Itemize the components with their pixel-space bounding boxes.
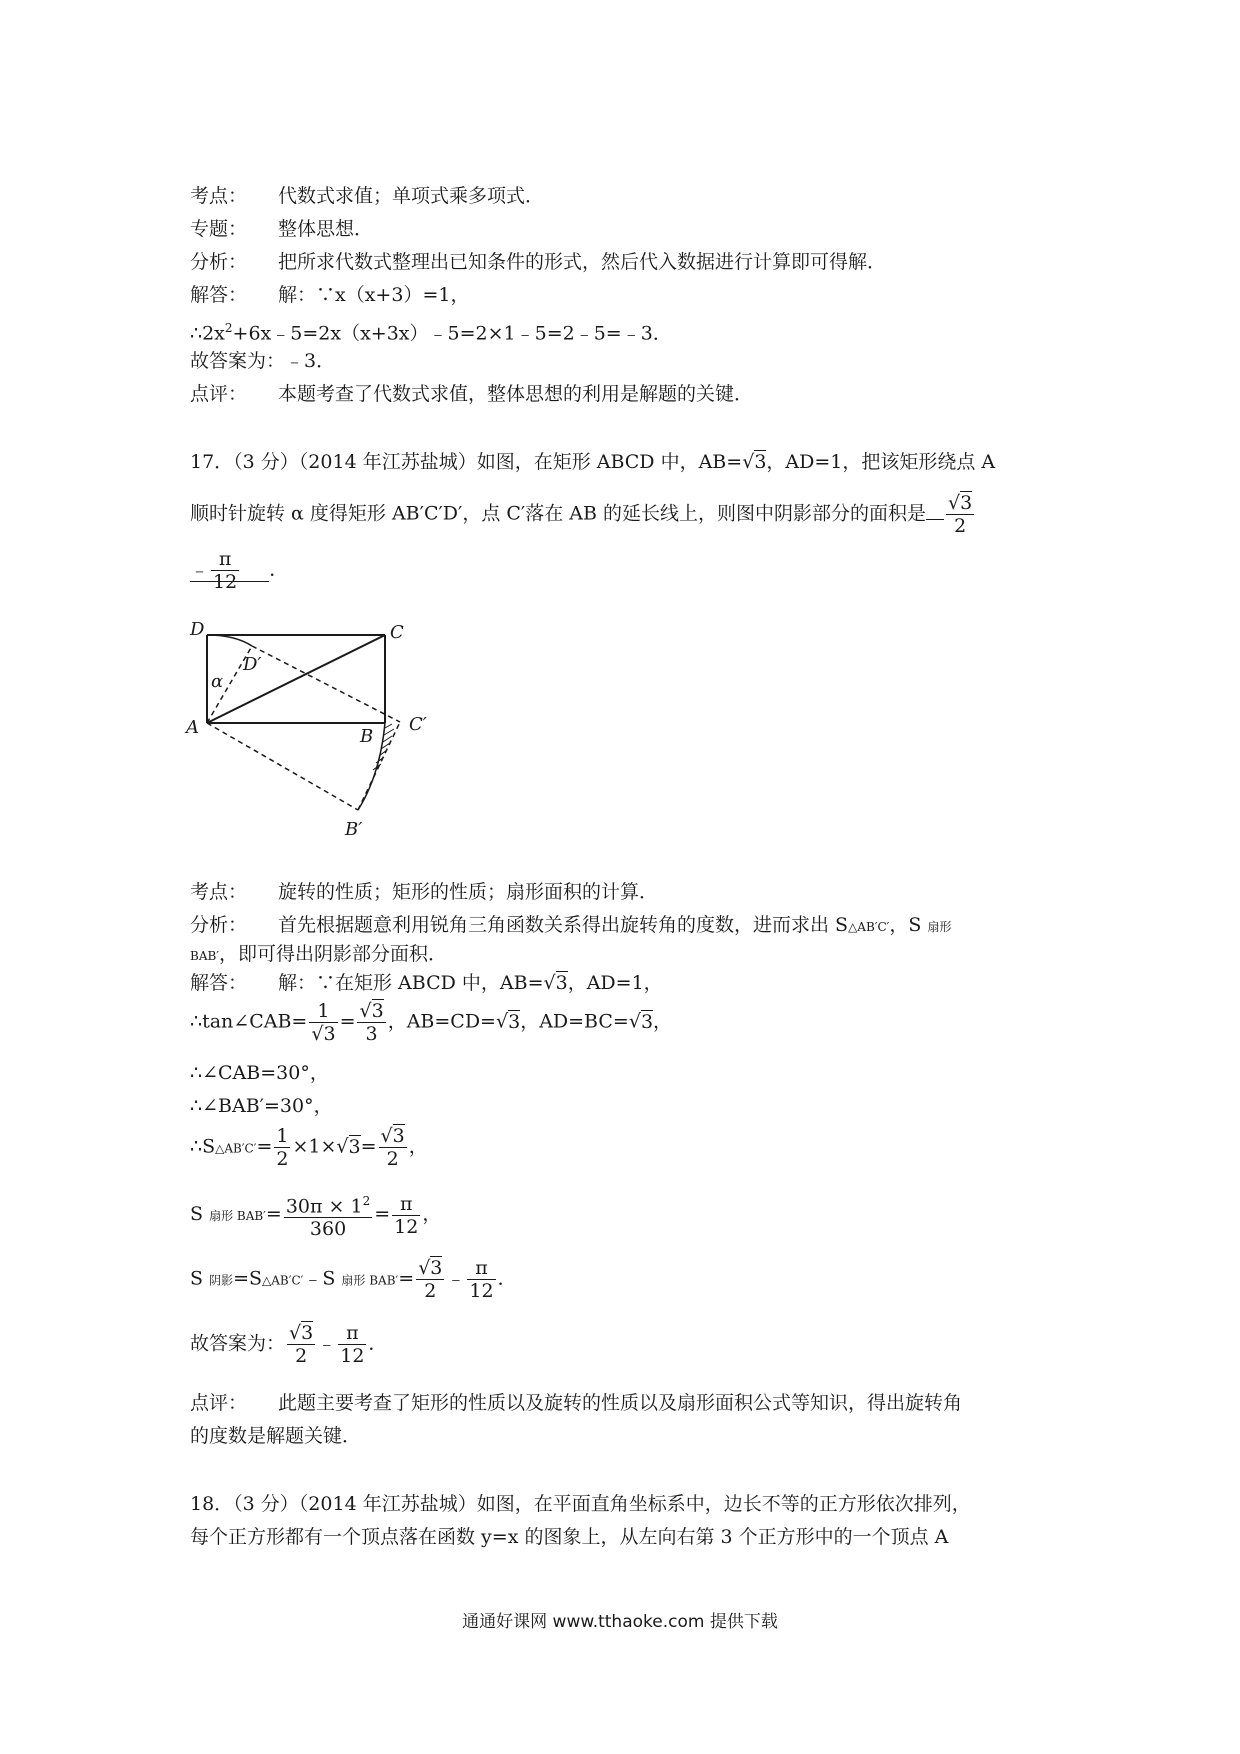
- label: 解答：: [190, 284, 248, 306]
- label: 点评：: [190, 383, 248, 405]
- subscript: 扇形: [927, 920, 952, 934]
- fenxi-16: [190, 248, 886, 276]
- fenxi-17: [190, 911, 951, 941]
- text: ，: [422, 1203, 442, 1226]
- diagonal-ac: [207, 635, 385, 723]
- label-d: D: [190, 619, 205, 640]
- subscript: 扇形 BAB′: [209, 1209, 266, 1224]
- text: S: [190, 1203, 210, 1226]
- arc-dd1: [207, 635, 252, 646]
- subscript: BAB′: [190, 949, 220, 963]
- text: 旋转的性质；矩形的性质；扇形面积的计算．: [278, 881, 659, 903]
- text: ，: [653, 1010, 673, 1033]
- radicand: 3: [348, 1135, 361, 1158]
- dianping-17-cont: 的度数是解题关键．: [190, 1425, 362, 1447]
- label-c-prime: C′: [409, 714, 427, 735]
- triangle-area: ∴S△AB′C′= $\frac{1}{2}$ ×1×√3= $\frac{√3}{2}$ ，: [190, 1125, 428, 1170]
- geometry-figure: [180, 610, 460, 840]
- radicand: 3: [508, 1010, 521, 1033]
- text: =: [374, 1203, 391, 1226]
- q17-line2: [190, 492, 976, 537]
- text: 解：∵x（x+3）=1，: [278, 284, 470, 306]
- text: ∴2x: [190, 322, 225, 345]
- q18-line2: 每个正方形都有一个顶点落在函数 y=x 的图象上，从左向右第 3 个正方形中的一个顶点 A: [190, 1526, 949, 1548]
- period: ．: [269, 558, 289, 581]
- subscript: △AB′C′: [262, 1273, 304, 1288]
- fraction: $\frac{1}{√3}$: [311, 1000, 336, 1045]
- text: S: [190, 1267, 210, 1290]
- label-b: B: [360, 726, 374, 747]
- text: ∴tan∠CAB=: [190, 1010, 308, 1033]
- fraction: $\frac{30\pi \times 1^2}{360}$: [284, 1190, 372, 1240]
- text: 整体思想．: [278, 218, 374, 240]
- zhuanti-16: [190, 215, 373, 243]
- label: 点评：: [190, 1392, 248, 1414]
- text: 首先根据题意利用锐角三角函数关系得出旋转角的度数，进而求出 S: [278, 914, 849, 936]
- fraction: $\frac{\pi}{12}$: [394, 1192, 419, 1238]
- fraction: $\frac{√3}{3}$: [359, 1000, 384, 1045]
- calc-16: [190, 314, 672, 347]
- answer-fraction-2: $\frac{\pi}{12}$: [213, 548, 238, 593]
- tan-line: ∴tan∠CAB= $\frac{1}{√3}$ = $\frac{√3}{3}$ ，AB=CD=√3，AD=BC=√3，: [190, 1000, 673, 1045]
- fraction: $\frac{1}{2}$: [276, 1125, 289, 1170]
- footer-text: 通通好课网 www.tthaoke.com 提供下载: [462, 1612, 778, 1632]
- q17-line3: [190, 548, 288, 593]
- label-a: A: [186, 717, 199, 738]
- shaded-area: [190, 1257, 517, 1302]
- fraction: $\frac{\pi}{12}$: [340, 1322, 365, 1367]
- text: =: [339, 1010, 356, 1033]
- fraction: $\frac{\pi}{12}$: [469, 1257, 494, 1302]
- text: ﹣: [446, 1267, 466, 1290]
- answer-17: [190, 1322, 387, 1367]
- text: ，AB=CD=: [387, 1010, 496, 1033]
- text: +6x﹣5=2x（x+3x）﹣5=2×1﹣5=2﹣5=﹣3．: [232, 322, 672, 345]
- jieda-17: 解答： 解：∵在矩形 ABCD 中，AB=√3，AD=1，: [190, 969, 663, 997]
- label: 专题：: [190, 218, 248, 240]
- text: ﹣S: [303, 1267, 342, 1290]
- text: 17．（3 分）（2014 年江苏盐城）如图，在矩形 ABCD 中，AB=: [190, 451, 743, 473]
- subscript: △AB′C′: [215, 1141, 257, 1156]
- subscript: 扇形 BAB′: [341, 1273, 399, 1288]
- fraction: $\frac{√3}{2}$: [418, 1257, 443, 1302]
- label: 考点：: [190, 185, 248, 207]
- text: 顺时针旋转 α 度得矩形 AB′C′D′，点 C′落在 AB 的延长线上，则图中阴影部分的面积是: [190, 502, 927, 525]
- label-c: C: [390, 622, 404, 643]
- label: 分析：: [190, 914, 248, 936]
- text: 此题主要考查了矩形的性质以及旋转的性质以及扇形面积公式等知识，得出旋转角: [278, 1392, 963, 1414]
- q17-line1: 17．（3 分）（2014 年江苏盐城）如图，在矩形 ABCD 中，AB=√3，AD=1，把该矩形绕点 A: [190, 451, 996, 473]
- text: =: [398, 1267, 415, 1290]
- sector-area: [190, 1190, 441, 1240]
- text: ，AD=1，: [567, 972, 663, 994]
- text: 故答案为：: [190, 1332, 286, 1355]
- text: =: [360, 1135, 377, 1158]
- dianping-17: [190, 1389, 962, 1417]
- kaodian-17: [190, 878, 658, 906]
- fraction: $\frac{√3}{2}$: [289, 1322, 314, 1367]
- radicand: 3: [555, 972, 568, 994]
- fraction: $\frac{√3}{2}$: [380, 1125, 405, 1170]
- text: 把所求代数式整理出已知条件的形式，然后代入数据进行计算即可得解．: [278, 251, 887, 273]
- angle-cab: ∴∠CAB=30°，: [190, 1062, 329, 1084]
- text: =: [265, 1203, 282, 1226]
- label: 考点：: [190, 881, 248, 903]
- dianping-16: [190, 380, 753, 408]
- text: =: [256, 1135, 273, 1158]
- label: 分析：: [190, 251, 248, 273]
- answer-fraction: $\frac{√3}{2}$: [948, 492, 973, 537]
- radicand: 3: [640, 1010, 654, 1033]
- exponent: 2: [224, 321, 233, 335]
- answer-16: 故答案为：﹣3．: [190, 350, 336, 372]
- subscript: 阴影: [209, 1273, 234, 1288]
- sign: ﹣: [190, 558, 210, 581]
- label-d-prime: D′: [243, 654, 262, 675]
- label-alpha: α: [211, 671, 224, 692]
- text: =S: [233, 1267, 263, 1290]
- fenxi-17-cont: [190, 940, 447, 970]
- dashed-ab1: [207, 723, 358, 810]
- text: 本题考查了代数式求值，整体思想的利用是解题的关键．: [278, 383, 754, 405]
- text: ．: [368, 1332, 388, 1355]
- text: ﹣: [317, 1332, 337, 1355]
- dashed-d1c1: [252, 646, 400, 722]
- text: ，AD=1，把该矩形绕点 A: [766, 451, 996, 473]
- text: ．: [497, 1267, 517, 1290]
- text: 代数式求值；单项式乘多项式．: [278, 185, 545, 207]
- label: 解答：: [190, 972, 248, 994]
- text: ×1×: [292, 1135, 337, 1158]
- text: ∴S: [190, 1135, 216, 1158]
- label-b-prime: B′: [345, 819, 363, 840]
- radicand: 3: [754, 451, 767, 473]
- kaodian-16: [190, 182, 544, 210]
- text: ，S: [889, 914, 928, 936]
- text: ，即可得出阴影部分面积．: [219, 943, 448, 965]
- q18-line1: 18．（3 分）（2014 年江苏盐城）如图，在平面直角坐标系中，边长不等的正方形依次排列，: [190, 1493, 971, 1515]
- text: ，AD=BC=: [520, 1010, 629, 1033]
- jieda-16: [190, 281, 469, 309]
- text: 解：∵在矩形 ABCD 中，AB=: [278, 972, 544, 994]
- angle-bab: ∴∠BAB′=30°，: [190, 1095, 333, 1117]
- text: ，: [408, 1135, 428, 1158]
- subscript: △AB′C′: [848, 920, 890, 934]
